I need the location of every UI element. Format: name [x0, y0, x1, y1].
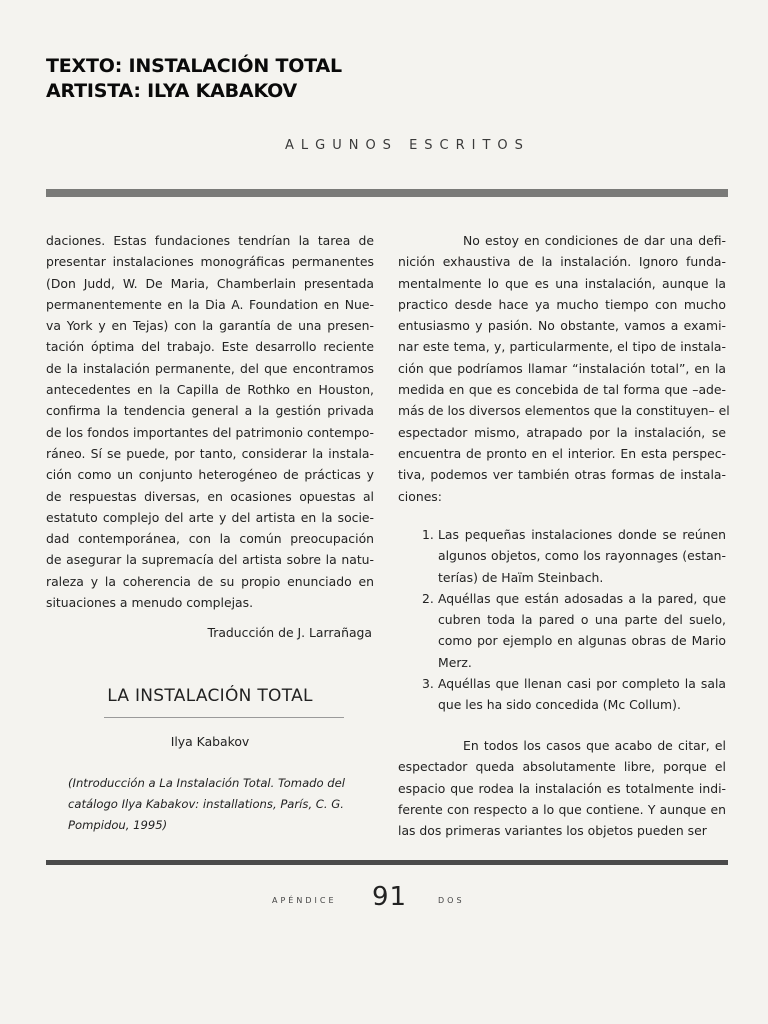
text-line: ción como un conjunto heterogéneo de prácticas y — [46, 467, 374, 483]
list-item-number: 2. — [422, 590, 434, 606]
translation-credit: Traducción de J. Larrañaga — [207, 625, 372, 640]
text-line: dad contemporánea, con la común preocupación — [46, 531, 374, 547]
header-title-line2: ARTISTA: ILYA KABAKOV — [46, 80, 298, 102]
list-item-number: 1. — [422, 527, 434, 542]
document-header — [46, 54, 342, 104]
list-item-line: Merz. — [438, 654, 472, 670]
text-line: (Introducción a La Instalación Total. Tomado del — [68, 776, 346, 790]
text-line: estatuto complejo del arte y del artista en la socie- — [46, 509, 374, 525]
list-item-line: que les ha sido concedida (Mc Collum). — [438, 697, 681, 713]
text-line: En todos los casos que acabo de citar, el — [463, 738, 726, 753]
section-underline — [104, 717, 344, 718]
text-line: ción que podríamos llamar “instalación total”, en la — [398, 360, 726, 376]
text-line: tación óptima del trabajo. Este desarrollo reciente — [46, 339, 374, 355]
text-line: presentar instalaciones monográficas permanentes — [46, 254, 374, 270]
list-item — [414, 588, 726, 673]
bottom-rule — [46, 860, 728, 865]
right-column-continued — [398, 735, 726, 841]
text-line: daciones. Estas fundaciones tendrían la tarea de — [46, 233, 374, 248]
text-line: No estoy en condiciones de dar una defi- — [463, 233, 726, 248]
text-line: espacio que rodea la instalación es totalmente indi- — [398, 780, 726, 796]
text-line: de respuestas diversas, en ocasiones opuestas al — [46, 488, 374, 504]
text-line: (Don Judd, W. De Maria, Chamberlain presentada — [46, 275, 374, 291]
text-line: las dos primeras variantes los objetos pueden ser — [398, 823, 707, 839]
text-line: raleza y la coherencia de su propio enunciado en — [46, 573, 374, 589]
list-item-line: algunos objetos, como los rayonnages (estan- — [438, 548, 726, 564]
list-item-line: terías) de Haïm Steinbach. — [438, 569, 604, 585]
list-item-line: cubren toda la pared o una parte del suelo, — [438, 612, 726, 628]
top-rule — [46, 189, 728, 197]
text-line: espectador mismo, atrapado por la instalación, se — [398, 424, 726, 440]
list-item-line: Las pequeñas instalaciones donde se reúnen — [438, 527, 726, 542]
text-line: Pompidou, 1995) — [68, 818, 168, 832]
series-title: ALGUNOS ESCRITOS — [285, 138, 530, 153]
text-line: ráneo. Sí se puede, por tanto, considerar la instala- — [46, 445, 374, 461]
text-line: de la instalación permanente, del que encontramos — [46, 360, 374, 376]
text-line: va York y en Tejas) con la garantía de una presen- — [46, 318, 374, 334]
text-line: nición exhaustiva de la instalación. Ignoro funda- — [398, 254, 726, 270]
page-footer — [0, 882, 768, 922]
page-number: 91 — [372, 882, 408, 912]
text-line: practico desde hace ya mucho tiempo con mucho — [398, 296, 726, 312]
section-title: LA INSTALACIÓN TOTAL — [107, 686, 313, 706]
text-line: medida en que es concebida de tal forma que –ade- — [398, 382, 726, 398]
text-line: antecedentes en la Capilla de Rothko en Houston, — [46, 382, 374, 398]
numbered-list — [414, 524, 726, 716]
text-line: mentalmente lo que es una instalación, aunque la — [398, 275, 726, 291]
text-line: ciones: — [398, 488, 442, 504]
source-note — [68, 773, 372, 836]
text-line: permanentemente en la Dia A. Foundation en Nue- — [46, 296, 374, 312]
header-title-line1: TEXTO: INSTALACIÓN TOTAL — [46, 55, 342, 77]
list-item-line: Aquéllas que llenan casi por completo la sala — [438, 676, 726, 692]
right-column — [398, 230, 730, 507]
author-name: Ilya Kabakov — [170, 734, 250, 749]
text-line: nar este tema, y, particularmente, el tipo de instala- — [398, 339, 726, 355]
text-line: situaciones a menudo complejas. — [46, 595, 254, 611]
text-line: de asegurar la supremacía del artista sobre la natu- — [46, 552, 374, 568]
list-item-number: 3. — [422, 676, 434, 692]
list-item — [414, 524, 726, 588]
text-line: más de los diversos elementos que la constituyen– el — [398, 403, 730, 419]
list-item-line: Aquéllas que están adosadas a la pared, que — [438, 590, 726, 606]
left-column — [46, 230, 374, 613]
text-line: tiva, podemos ver también otras formas de instala- — [398, 467, 726, 483]
footer-section-label: APÉNDICE — [272, 896, 337, 905]
list-item — [414, 673, 726, 716]
footer-appendix-label: DOS — [438, 896, 465, 905]
text-line: catálogo Ilya Kabakov: installations, París, C. G. — [68, 797, 344, 811]
list-item-line: como por ejemplo en algunas obras de Mario — [438, 633, 726, 649]
text-line: de los fondos importantes del patrimonio contempo- — [46, 424, 374, 440]
text-line: entusiasmo y pasión. No obstante, vamos a exami- — [398, 318, 726, 334]
text-line: ferente con respecto a lo que contiene. Y aunque en — [398, 801, 726, 817]
text-line: confirma la tendencia general a la gestión privada — [46, 403, 374, 419]
text-line: encuentra de pronto en el interior. En esta perspec- — [398, 445, 726, 461]
text-line: espectador queda absolutamente libre, porque el — [398, 759, 726, 775]
